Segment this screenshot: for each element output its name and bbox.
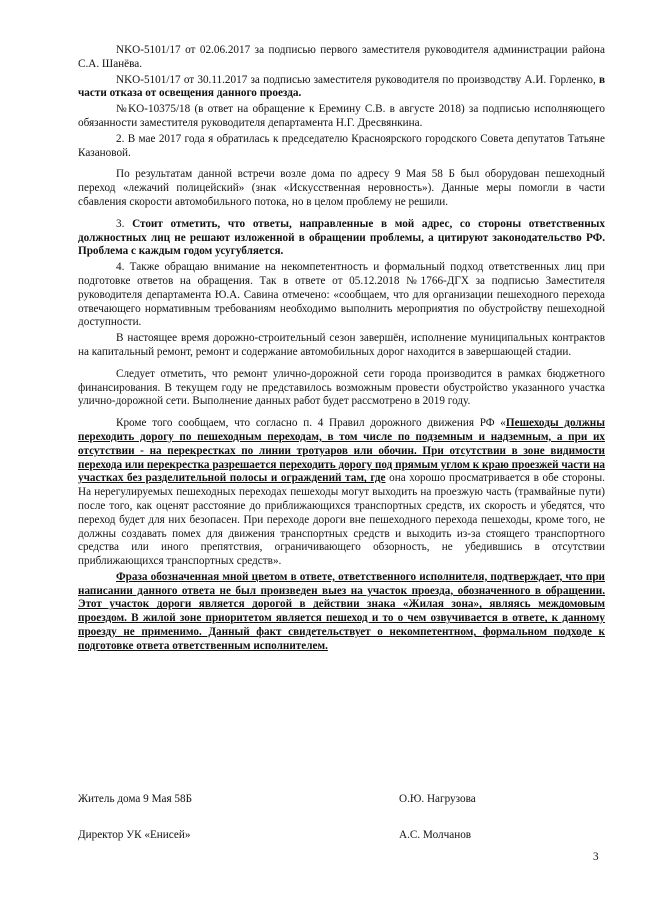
signature-resident-label: Житель дома 9 Мая 58Б <box>78 793 193 805</box>
paragraph-season: В настоящее время дорожно-строительный сезон завершён, исполнение муниципальных контрактов на капитальный ремонт, ремонт и содержание автомобильных дорог находится в завершающей стадии. <box>78 332 605 358</box>
traffic-rules-highlight: Пешеходы должны переходить дорогу по пешеходным переходам, в том числе по подземным и надземным, а при их отсутствии - на перекрестках по линии тротуаров или обочин. При отсутствии в зоне видимости перехода или перекрестка разрешается переходить дорогу под прямым углом к краю проезжей части на участках без разделительной полосы и ограждений там, где <box>78 417 605 485</box>
traffic-rules-rest: она хорошо просматривается в обе стороны. На нерегулируемых пешеходных переходах пешеходы могут выходить на проезжую часть (трамвайные пути) после того, как оценят расстояние до приближающихся транспортных средств, их скорость и убедятся, что переход будет для них безопасен. При переходе дороги вне пешеходного перехода пешеходы, кроме того, не должны создавать помех для движения транспортных средств и выходить из-за стоящего транспортного средства или иного препятствия, ограничивающего обзорность, не убедившись в отсутствии приближающихся транспортных средств». <box>78 472 605 568</box>
paragraph-response-3: №KO-10375/18 (в ответ на обращение к Еремину С.В. в августе 2018) за подписью исполняющего обязанности заместителя руководителя департамента Н.Г. Дресвянкина. <box>78 103 605 129</box>
paragraph-item-3 <box>78 218 605 259</box>
signature-resident-name: О.Ю. Нагрузова <box>399 793 476 805</box>
paragraph-item-2: 2. В мае 2017 года я обратилась к председателю Красноярского городского Совета депутатов Татьяне Казановой. <box>78 132 605 159</box>
paragraph-response-1: NKO-5101/17 от 02.06.2017 за подписью первого заместителя руководителя администрации района С.А. Шанёва. <box>78 44 605 70</box>
paragraph-budget: Следует отметить, что ремонт улично-дорожной сети города производится в рамках бюджетного финансирования. В текущем году не представилось возможным провести обустройство указанного участка улично-дорожной сети. Выполнение данных работ будет рассмотрено в 2019 году. <box>78 367 605 408</box>
paragraph-meeting-result: По результатам данной встречи возле дома по адресу 9 Мая 58 Б был оборудован пешеходный переход «лежачий полицейский» (знак «Искусственная неровность»). Данные меры помогли в части сбавления скорости автомобильного потока, но в целом проблему не решили. <box>78 168 605 208</box>
response-2-text: NKO-5101/17 от 30.11.2017 за подписью заместителя руководителя по производству А.И. Горленко, <box>116 73 599 86</box>
signature-director-label: Директор УК «Енисей» <box>78 829 191 841</box>
item-3-number: 3. <box>116 217 133 230</box>
paragraph-item-4: 4. Также обращаю внимание на некомпетентность и формальный подход ответственных лиц при подготовке ответов на обращения. Так в ответе от 05.12.2018 №1766-ДГХ за подписью Заместителя руководителя департамента Ю.А. Савина отмечено: «сообщаем, что для организации пешеходного перехода отвечающего нормативным требованиям необходимо выполнить мероприятия по обустройству пешеходной доступности. <box>78 261 605 329</box>
traffic-rules-intro: Кроме того сообщаем, что согласно п. 4 Правил дорожного движения РФ « <box>116 417 506 430</box>
paragraph-response-2 <box>78 74 605 102</box>
paragraph-traffic-rules <box>78 417 605 569</box>
signature-director-name: А.С. Молчанов <box>399 829 472 841</box>
response-2-emphasis: в части отказа от освещения данного проезда. <box>78 73 605 100</box>
document-body <box>78 44 605 656</box>
page-number: 3 <box>593 851 599 863</box>
paragraph-conclusion: Фраза обозначенная мной цветом в ответе, ответственного исполнителя, подтверждает, что при написании данного ответа не был произведен выез на участок проезда, обозначенного в обращении. Этот участок дороги является дорогой в действии знака «Жилая зона», являясь междомовым проездом. В жилой зоне приоритетом является пешеход и то о чем озвучивается в ответе, к данному проезду не применимо. Данный факт свидетельствует о некомпетентном, формальном подходе к подготовке ответа ответственным исполнителем. <box>78 570 605 652</box>
item-3-emphasis: Стоит отметить, что ответы, направленные в мой адрес, со стороны ответственных должностных лиц не решают изложенной в обращении проблемы, а цитируют законодательство РФ. Проблема с каждым годом усугубляется. <box>78 217 605 258</box>
